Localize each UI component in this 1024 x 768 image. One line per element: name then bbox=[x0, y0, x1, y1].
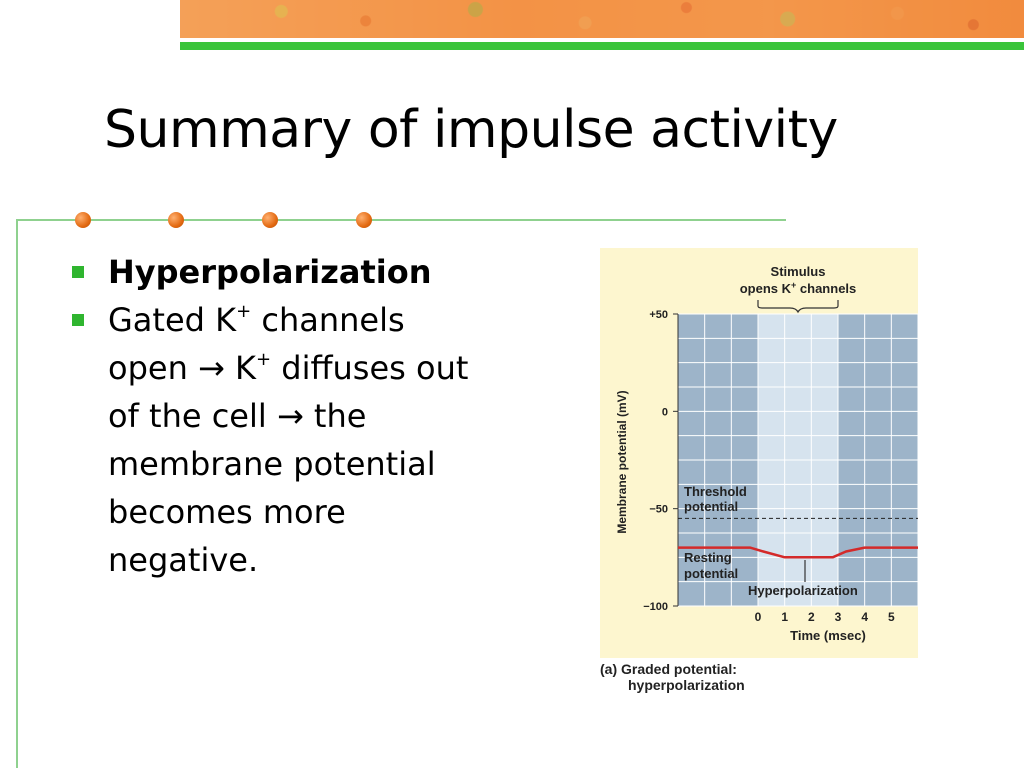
bullet-text-segment: K bbox=[224, 349, 256, 387]
title-divider bbox=[16, 219, 786, 221]
divider-dot bbox=[262, 212, 278, 228]
x-tick-label: 3 bbox=[834, 610, 842, 624]
stimulus-label-line1: Stimulus bbox=[770, 264, 826, 279]
y-tick-label: −50 bbox=[649, 503, 668, 516]
x-tick-label: 2 bbox=[807, 610, 815, 624]
divider-dot bbox=[168, 212, 184, 228]
slide-title: Summary of impulse activity bbox=[104, 100, 838, 160]
y-tick-label: +50 bbox=[649, 309, 668, 321]
bullet-text-segment: Gated K bbox=[108, 301, 237, 339]
stimulus-label-line2: opens K+ channels bbox=[739, 280, 857, 296]
bullet-list bbox=[72, 248, 492, 584]
figure-caption bbox=[600, 661, 900, 693]
bullet-square-icon bbox=[72, 314, 84, 326]
x-tick-label: 5 bbox=[887, 610, 895, 624]
bullet-text-hyperpolarization: Hyperpolarization bbox=[108, 253, 432, 291]
superscript-plus: + bbox=[236, 301, 252, 322]
resting-label-line2: potential bbox=[684, 566, 739, 581]
arrow-icon: → bbox=[198, 349, 225, 387]
stimulus-bracket bbox=[758, 300, 838, 312]
resting-label-line1: Resting bbox=[684, 550, 732, 565]
x-axis-title: Time (msec) bbox=[790, 628, 866, 643]
left-border-line bbox=[16, 219, 18, 768]
header-green-stripe bbox=[180, 42, 1024, 50]
superscript-plus: + bbox=[256, 349, 272, 370]
arrow-icon: → bbox=[276, 397, 304, 435]
threshold-label-line2: potential bbox=[684, 499, 739, 514]
bullet-square-icon bbox=[72, 266, 84, 278]
x-tick-label: 1 bbox=[781, 610, 789, 624]
bullet-item bbox=[72, 296, 492, 584]
bullet-text-segment: diffuses out of the cell bbox=[108, 349, 469, 435]
membrane-potential-chart bbox=[600, 248, 918, 658]
bullet-text-segment: channels open bbox=[108, 301, 405, 387]
y-tick-label: 0 bbox=[661, 406, 668, 419]
divider-dot bbox=[75, 212, 91, 228]
x-tick-label: 4 bbox=[861, 610, 869, 624]
x-tick-label: 0 bbox=[754, 610, 762, 624]
caption-line2: hyperpolarization bbox=[628, 677, 745, 693]
divider-dot bbox=[356, 212, 372, 228]
y-axis-title: Membrane potential (mV) bbox=[615, 390, 629, 534]
bullet-text-segment: the membrane potential becomes more negative. bbox=[108, 397, 436, 579]
hyperpolarization-label: Hyperpolarization bbox=[748, 583, 858, 598]
threshold-label-line1: Threshold bbox=[684, 484, 747, 499]
y-tick-label: −100 bbox=[643, 601, 668, 613]
header-decoration-overlay bbox=[180, 0, 1024, 38]
caption-line1: (a) Graded potential: bbox=[600, 661, 737, 677]
graded-potential-figure bbox=[600, 248, 918, 658]
bullet-item bbox=[72, 248, 492, 296]
